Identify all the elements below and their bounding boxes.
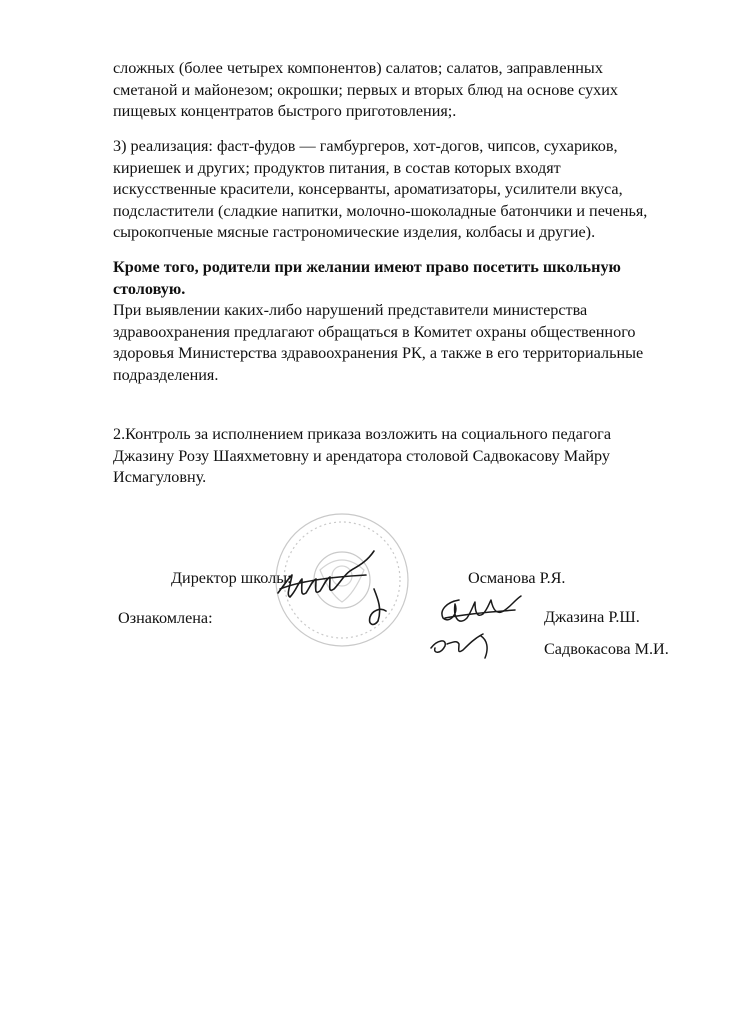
paragraph-control (113, 424, 693, 489)
text-line: Джазину Розу Шаяхметовну и арендатора столовой Садвокасову Майру (113, 446, 610, 465)
bold-text-line: столовую. (113, 279, 186, 298)
text-line: подразделения. (113, 365, 219, 384)
director-label: Директор школы: (171, 569, 292, 587)
text-line: кириешек и других; продуктов питания, в состав которых входят (113, 158, 561, 177)
acquainted-label: Ознакомлена: (118, 609, 213, 627)
text-line: искусственные красители, консерванты, ароматизаторы, усилители вкуса, (113, 180, 623, 198)
director-signature-icon (270, 545, 400, 635)
text-line: При выявлении каких-либо нарушений представители министерства (113, 301, 588, 319)
paragraph-fast-food (113, 136, 693, 244)
text-line: здоровья Министерства здравоохранения РК, а также в его территориальные (113, 344, 644, 362)
acquainted-name-1: Джазина Р.Ш. (544, 608, 640, 626)
text-line: здравоохранения предлагают обращаться в Комитет охраны общественного (113, 322, 636, 341)
text-line: Исмагуловну. (113, 468, 207, 486)
text-line: пищевых концентратов быстрого приготовления;. (113, 102, 457, 120)
bold-text-line: Кроме того, родители при желании имеют право посетить школьную (113, 258, 621, 276)
text-line: 3) реализация: фаст-фудов — гамбургеров, хот-догов, чипсов, сухариков, (113, 137, 618, 155)
acquainted-signatures-icon (425, 588, 525, 666)
text-line: сложных (более четырех компонентов) салатов; салатов, заправленных (113, 59, 603, 77)
acquainted-name-2: Садвокасова М.И. (544, 640, 669, 658)
text-line: сырокопченые мясные гастрономические изделия, колбасы и другие). (113, 223, 596, 241)
text-line: сметаной и майонезом; окрошки; первых и вторых блюд на основе сухих (113, 80, 619, 99)
director-name: Османова Р.Я. (468, 569, 566, 587)
text-line: 2.Контроль за исполнением приказа возложить на социального педагога (113, 425, 612, 443)
paragraph-parents (113, 257, 693, 386)
paragraph-salads (113, 58, 693, 123)
text-line: подсластители (сладкие напитки, молочно-шоколадные батончики и печенья, (113, 201, 648, 220)
